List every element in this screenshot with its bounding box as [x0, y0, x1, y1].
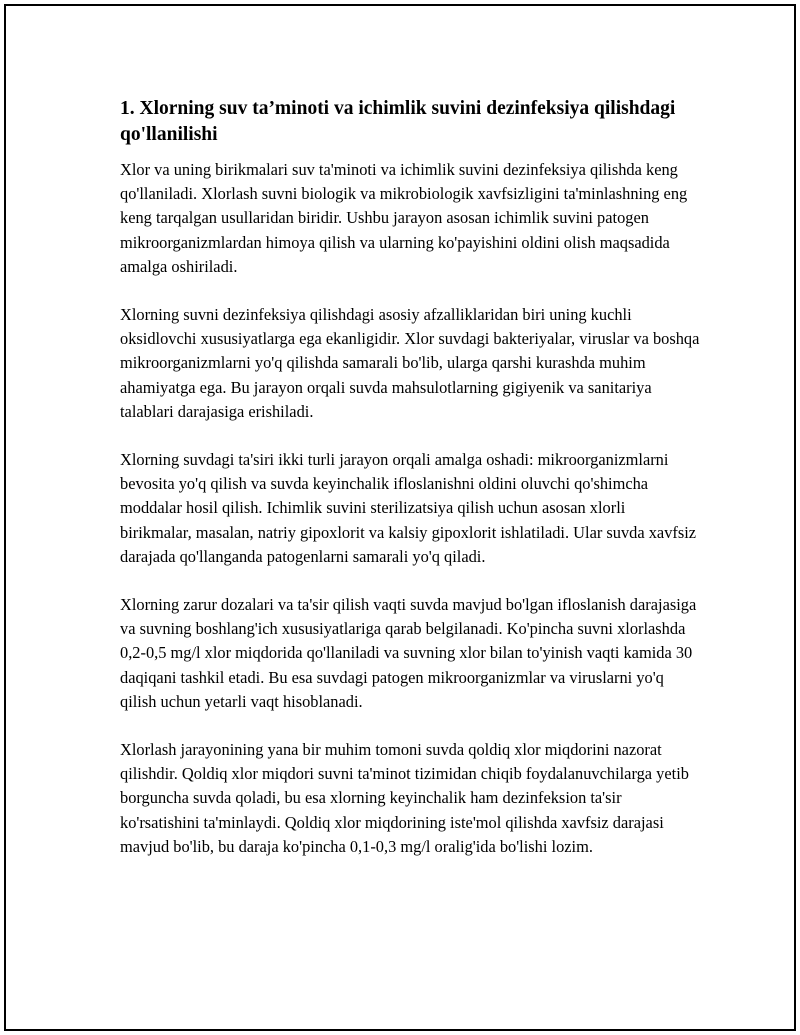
document-content — [120, 96, 700, 883]
paragraph-5: Xlorlash jarayonining yana bir muhim tomoni suvda qoldiq xlor miqdorini nazorat qilishdir. Qoldiq xlor miqdori suvni ta'minot tizimidan chiqib foydalanuvchilarga yetib borguncha suvda qoladi, bu esa xlorning keyinchalik ham dezinfeksion ta'sir ko'rsatishini ta'minlaydi. Qoldiq xlor miqdorining iste'mol qilishda xavfsiz darajasi mavjud bo'lib, bu daraja ko'pincha 0,1-0,3 mg/l oralig'ida bo'lishi lozim. — [120, 740, 689, 856]
paragraph-4: Xlorning zarur dozalari va ta'sir qilish vaqti suvda mavjud bo'lgan ifloslanish darajasiga va suvning boshlang'ich xususiyatlariga qarab belgilanadi. Ko'pincha suvni xlorlashda 0,2-0,5 mg/l xlor miqdorida qo'llaniladi va suvning xlor bilan to'yinish vaqti kamida 30 daqiqani tashkil etadi. Bu esa suvdagi patogen mikroorganizmlar va viruslarni yo'q qilish uchun yetarli vaqt hisoblanadi. — [120, 595, 697, 711]
paragraph-3: Xlorning suvdagi ta'siri ikki turli jarayon orqali amalga oshadi: mikroorganizmlarni bevosita yo'q qilish va suvda keyinchalik ifloslanishni oldini oluvchi qo'shimcha moddalar hosil qilish. Ichimlik suvini sterilizatsiya qilish uchun asosan xlorli birikmalar, masalan, natriy gipoxlorit va kalsiy gipoxlorit ishlatiladi. Ular suvda xavfsiz darajada qo'llanganda patogenlarni samarali yo'q qiladi. — [120, 450, 697, 566]
section-title: 1. Xlorning suv ta’minoti va ichimlik suvini dezinfeksiya qilishdagi qo'llanilishi — [120, 98, 676, 145]
paragraph-1: Xlor va uning birikmalari suv ta'minoti va ichimlik suvini dezinfeksiya qilishda keng qo'llaniladi. Xlorlash suvni biologik va mikrobiologik xavfsizligini ta'minlashning eng keng tarqalgan usullaridan biridir. Ushbu jarayon asosan ichimlik suvini patogen mikroorganizmlardan himoya qilish va ularning ko'payishini oldini olish maqsadida amalga oshiriladi. — [120, 160, 688, 276]
paragraph-2: Xlorning suvni dezinfeksiya qilishdagi asosiy afzalliklaridan biri uning kuchli oksidlovchi xususiyatlarga ega ekanligidir. Xlor suvdagi bakteriyalar, viruslar va boshqa mikroorganizmlarni yo'q qilishda samarali bo'lib, ularga qarshi kurashda muhim ahamiyatga ega. Bu jarayon orqali suvda mahsulotlarning gigiyenik va sanitariya talablari darajasiga erishiladi. — [120, 305, 700, 421]
document-page — [4, 4, 796, 1031]
